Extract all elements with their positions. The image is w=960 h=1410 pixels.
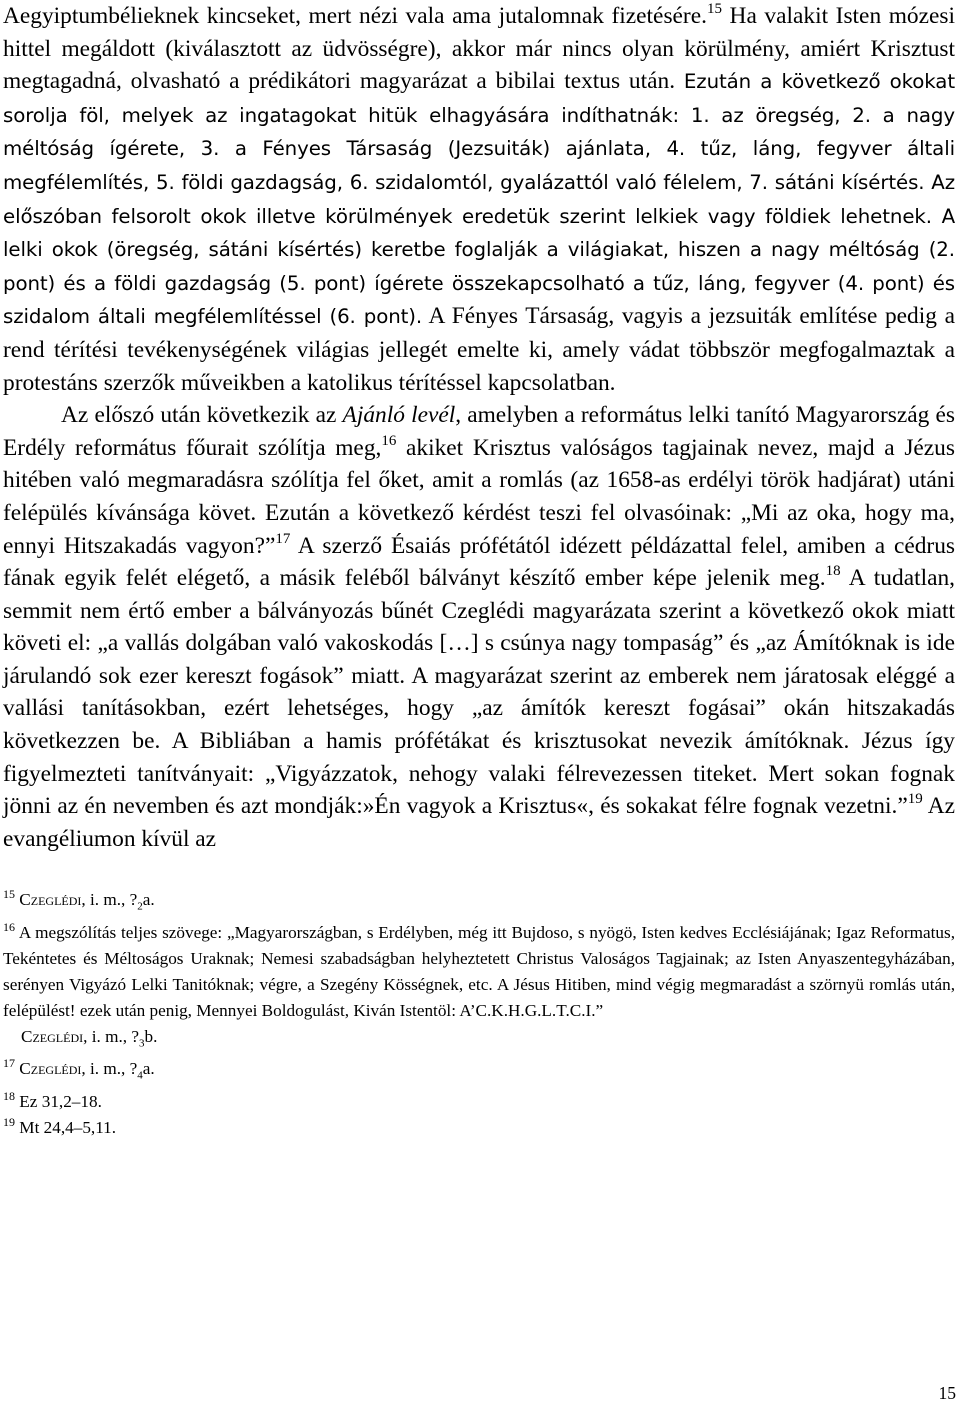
footnote-number: 18	[3, 1088, 15, 1103]
footnote-15	[3, 887, 955, 919]
paragraph-2	[3, 399, 955, 855]
footnote-16	[3, 920, 955, 1024]
footnote-ref-17[interactable]: 17	[275, 530, 291, 547]
footnote-text: a.	[142, 1059, 155, 1079]
footnote-text: , i. m., ?	[81, 890, 138, 910]
author-name: Czeglédi	[19, 890, 82, 910]
footnote-ref-16[interactable]: 16	[381, 432, 397, 449]
footnote-ref-15[interactable]: 15	[706, 1, 722, 17]
document-page	[3, 0, 955, 1141]
footnote-ref-18[interactable]: 18	[825, 563, 841, 580]
footnote-subscript: 4	[137, 1069, 143, 1082]
footnote-subscript: 3	[138, 1037, 145, 1050]
footnote-text: , i. m., ?	[83, 1026, 139, 1046]
footnote-text: Mt 24,4–5,11.	[15, 1117, 117, 1137]
footnote-text: b.	[144, 1026, 158, 1046]
author-name: Czeglédi	[19, 1059, 82, 1079]
sans-text-run: Ezután a következő okokat sorolja föl, melyek az ingatagokat hitük elhagyására indíthatnák: 1. az öregség, 2. a nagy méltóság ígérete, 3. a Fényes Társaság (Jezsuiták) ajánlata, 4. tűz, láng, fegyver általi megfélemlítés, 5. földi gazdagság, 6. szidalomtól, gyalázattól való félelem, 7. sátáni kísértés. Az előszóban felsorolt okok illetve körülmények eredetük szerint lelkiek vagy földiek lehetnek. A lelki okok (öregség, sátáni kísértés) keretbe foglalják a világiakat, hiszen a nagy méltóság (2. pont) és a földi gazdagság (5. pont) ígérete összekapcsolható a tűz, láng, fegyver (4. pont) és szidalom általi megfélemlítéssel (6. pont).	[3, 70, 955, 329]
text-run: Aegyiptumbélieknek kincseket, mert nézi vala ama jutalomnak fizetésére.	[3, 3, 707, 29]
footnote-17	[3, 1056, 955, 1088]
footnote-subscript: 2	[137, 900, 143, 913]
text-run: A szerző Ésaiás prófétától idézett példázattal felel, amiben a cédrus fának egyik felét elégető, a másik feléből bálványt készítő ember képe jelenik meg.	[3, 532, 955, 592]
text-run: A tudatlan, semmit nem értő ember a bálványozás bűnét Czeglédi magyarázata szerint a következő okok miatt követi el: „a vallás dolgában való vakoskodás […] s csúnya nagy tompaság” és „az Ámítóknak is ide járulandó sok ezer kereszt fogások” miatt. A magyarázat szerint az emberek nem járatosak eléggé a vallási tanításokban, ezért lehetséges, hogy „az ámítók kereszt fogásai” okán hitszakadás következzen be. A Bibliában a hamis prófétákat és krisztusokat nevezik ámítóknak. Jézus így figyelmezteti tanítványait: „Vigyázzatok, nehogy valaki félrevezessen titeket. Mert sokan fognak jönni az én nevemben és azt mondják:»Én vagyok a Krisztus«, és sokakat félre fognak vezetni.”	[3, 565, 955, 820]
page-number: 15	[938, 1383, 956, 1403]
footnote-text: , i. m., ?	[81, 1059, 138, 1079]
footnotes-section	[3, 887, 955, 1140]
footnote-text: A megszólítás teljes szövege: „Magyarországban, s Erdélyben, még itt Bujdoso, s nyögö, Isten kedves Ecclésiájának; Igaz Reformatus, Tekéntetes és Méltoságos Uraknak; Nemesi szabadságban helyheztetett Christus Valoságos Tagjainak; az Isten Anyaszentegyházában, serényen Vigyázó Lelki Tanitóknak; végre, a Szegény Kösségnek, etc. A Jésus Hitiben, mind végig megmaradást a szörnyü romlás után, felépülést! ezek után penig, Mennyei Boldogulást, Kiván Istentöl: A’C.K.H.G.L.T.C.I.”	[3, 922, 955, 1020]
footnote-ref-19[interactable]: 19	[907, 791, 923, 808]
footnote-number: 17	[3, 1056, 15, 1071]
text-run: akiket Krisztus valóságos tagjainak nevez, majd a Jézus hitében való megmaradásra szólítja fel őket, amit a romlás (az 1658-as erdélyi török hadjárat) utáni felépülés kívánsága követ. Ezután a következő kérdést teszi fel olvasóinak: „Mi az oka, hogy ma, ennyi Hitszakadás vagyon?”	[3, 434, 955, 559]
text-run: Az evangéliumon kívül az	[3, 793, 955, 852]
footnote-text: Ez 31,2–18.	[15, 1091, 102, 1111]
text-run: Ha valakit Isten mózesi hittel megáldott (kiválasztott az üdvösségre), akkor már nincs olyan körülmény, amiért Krisztust megtagadná, olvasható a prédikátori magyarázat a bibilai textus után.	[3, 3, 955, 95]
footnote-16-citation	[3, 1024, 955, 1056]
italic-title: Ajánló levél	[342, 402, 456, 429]
footnote-number: 15	[3, 887, 15, 902]
text-run: Az előszó után következik az	[61, 402, 343, 429]
footnote-number: 16	[3, 919, 15, 934]
author-name: Czeglédi	[21, 1026, 84, 1046]
text-run: A Fényes Társaság, vagyis a jezsuiták említése pedig a rend térítési tevékenységének világias jellegét emelte ki, amely vádat többször megfogalmaztak a protestáns szerzők műveikben a katolikus térítéssel kapcsolatban.	[3, 303, 955, 396]
paragraph-1	[3, 0, 955, 399]
footnote-18	[3, 1089, 955, 1115]
footnote-text: a.	[142, 890, 155, 910]
text-run: , amelyben a református lelki tanító Magyarország és Erdély református főurait szólítja meg,	[3, 402, 955, 461]
footnote-19	[3, 1115, 955, 1141]
footnote-number: 19	[3, 1114, 15, 1129]
